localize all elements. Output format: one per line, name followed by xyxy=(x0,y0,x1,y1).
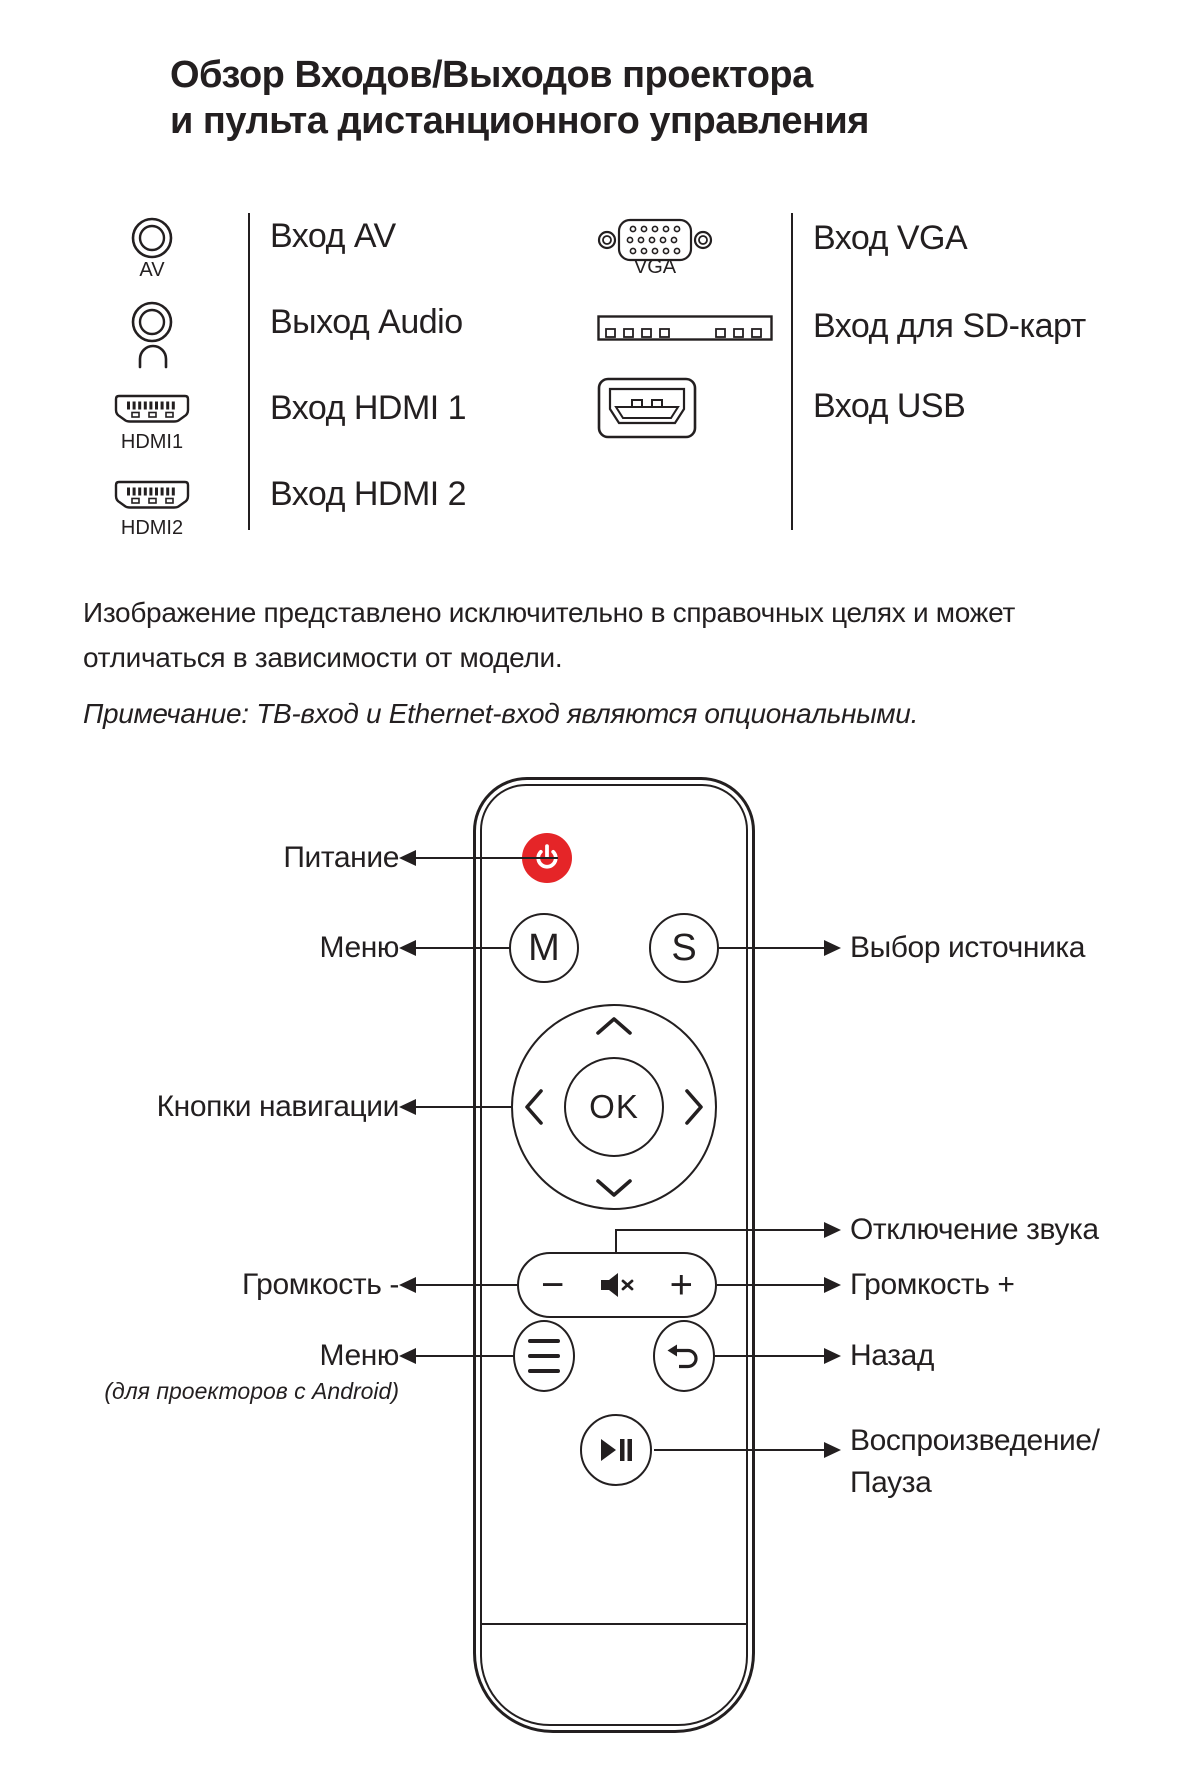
arrow-menu-line xyxy=(412,947,510,949)
arrow-source-head xyxy=(824,940,841,956)
hdmi2-icon xyxy=(112,477,192,515)
disclaimer xyxy=(83,590,1015,680)
arrow-play-pause-line xyxy=(654,1449,826,1451)
callout-mute: Отключение звука xyxy=(850,1213,1099,1246)
vga-caption: VGA xyxy=(633,256,677,278)
android-menu-button[interactable] xyxy=(513,1320,575,1392)
usb-icon xyxy=(597,377,697,439)
callout-back: Назад xyxy=(850,1339,934,1372)
mute-icon[interactable] xyxy=(599,1272,635,1298)
volume-up-button[interactable]: + xyxy=(669,1263,693,1307)
arrow-source-line xyxy=(719,947,826,949)
headphones-icon xyxy=(136,342,170,370)
callout-menu: Меню xyxy=(319,931,399,964)
callout-power: Питание xyxy=(283,841,399,874)
av-caption: AV xyxy=(139,259,165,281)
io-label-sd: Вход для SD-карт xyxy=(813,307,1086,345)
nav-up-icon[interactable] xyxy=(595,1016,633,1036)
io-label-hdmi2: Вход HDMI 2 xyxy=(270,475,467,513)
callout-android-menu-sub: (для проекторов с Android) xyxy=(104,1378,399,1404)
callout-play-pause-line2: Пауза xyxy=(850,1466,932,1499)
io-label-usb: Вход USB xyxy=(813,387,966,425)
right-column-divider xyxy=(791,213,793,530)
arrow-mute-head xyxy=(824,1222,841,1238)
page-title-line1: Обзор Входов/Выходов проектора xyxy=(170,54,813,96)
remote-bottom-separator xyxy=(482,1623,746,1625)
sd-slot-icon xyxy=(597,315,773,341)
audio-jack-icon xyxy=(130,300,174,344)
io-label-audio: Выход Audio xyxy=(270,303,463,341)
play-pause-button[interactable] xyxy=(580,1414,652,1486)
arrow-play-pause-head xyxy=(824,1442,841,1458)
arrow-android-menu-line xyxy=(412,1355,514,1357)
arrow-back-head xyxy=(824,1348,841,1364)
callout-source: Выбор источника xyxy=(850,931,1086,964)
av-jack-icon xyxy=(130,216,174,260)
io-label-av: Вход AV xyxy=(270,217,396,255)
arrow-mute-line xyxy=(615,1229,826,1231)
hdmi2-caption: HDMI2 xyxy=(120,517,184,539)
ok-button-label: OK xyxy=(589,1088,639,1125)
nav-right-icon[interactable] xyxy=(684,1088,704,1126)
callout-navigation: Кнопки навигации xyxy=(156,1090,399,1123)
arrow-mute-elbow xyxy=(615,1230,617,1254)
back-button[interactable] xyxy=(653,1320,715,1392)
ok-button[interactable] xyxy=(564,1057,664,1157)
callout-play-pause-line1: Воспроизведение/ xyxy=(850,1424,1100,1457)
s-button-label: S xyxy=(671,926,697,969)
left-column-divider xyxy=(248,213,250,530)
callout-android-menu: Меню xyxy=(319,1339,399,1372)
arrow-volume-down-line xyxy=(412,1284,518,1286)
page-title-line2: и пульта дистанционного управления xyxy=(170,100,869,142)
hdmi1-icon xyxy=(112,391,192,429)
nav-left-icon[interactable] xyxy=(524,1088,544,1126)
nav-down-icon[interactable] xyxy=(595,1178,633,1198)
volume-bar[interactable] xyxy=(517,1252,717,1318)
arrow-navigation-line xyxy=(412,1106,513,1108)
back-arrow-icon xyxy=(667,1342,701,1370)
hdmi1-caption: HDMI1 xyxy=(120,431,184,453)
io-label-hdmi1: Вход HDMI 1 xyxy=(270,389,467,427)
page-title xyxy=(170,52,869,144)
callout-volume-up: Громкость + xyxy=(850,1268,1015,1301)
volume-down-button[interactable]: − xyxy=(541,1263,565,1307)
callout-play-pause xyxy=(850,1420,1100,1504)
m-button-label: M xyxy=(528,926,560,969)
optional-note: Примечание: ТВ-вход и Ethernet-вход являются опциональными. xyxy=(83,698,919,729)
source-button-s[interactable] xyxy=(649,913,719,983)
callout-volume-down: Громкость - xyxy=(242,1268,399,1301)
arrow-back-line xyxy=(715,1355,826,1357)
play-pause-icon xyxy=(599,1437,633,1463)
arrow-power-line xyxy=(412,857,558,859)
disclaimer-line1: Изображение представлено исключительно в справочных целях и может xyxy=(83,597,1015,628)
menu-lines-icon xyxy=(528,1339,560,1343)
menu-button-m[interactable] xyxy=(509,913,579,983)
arrow-volume-up-line xyxy=(717,1284,826,1286)
disclaimer-line2: отличаться в зависимости от модели. xyxy=(83,642,563,673)
arrow-volume-up-head xyxy=(824,1277,841,1293)
io-label-vga: Вход VGA xyxy=(813,219,968,257)
